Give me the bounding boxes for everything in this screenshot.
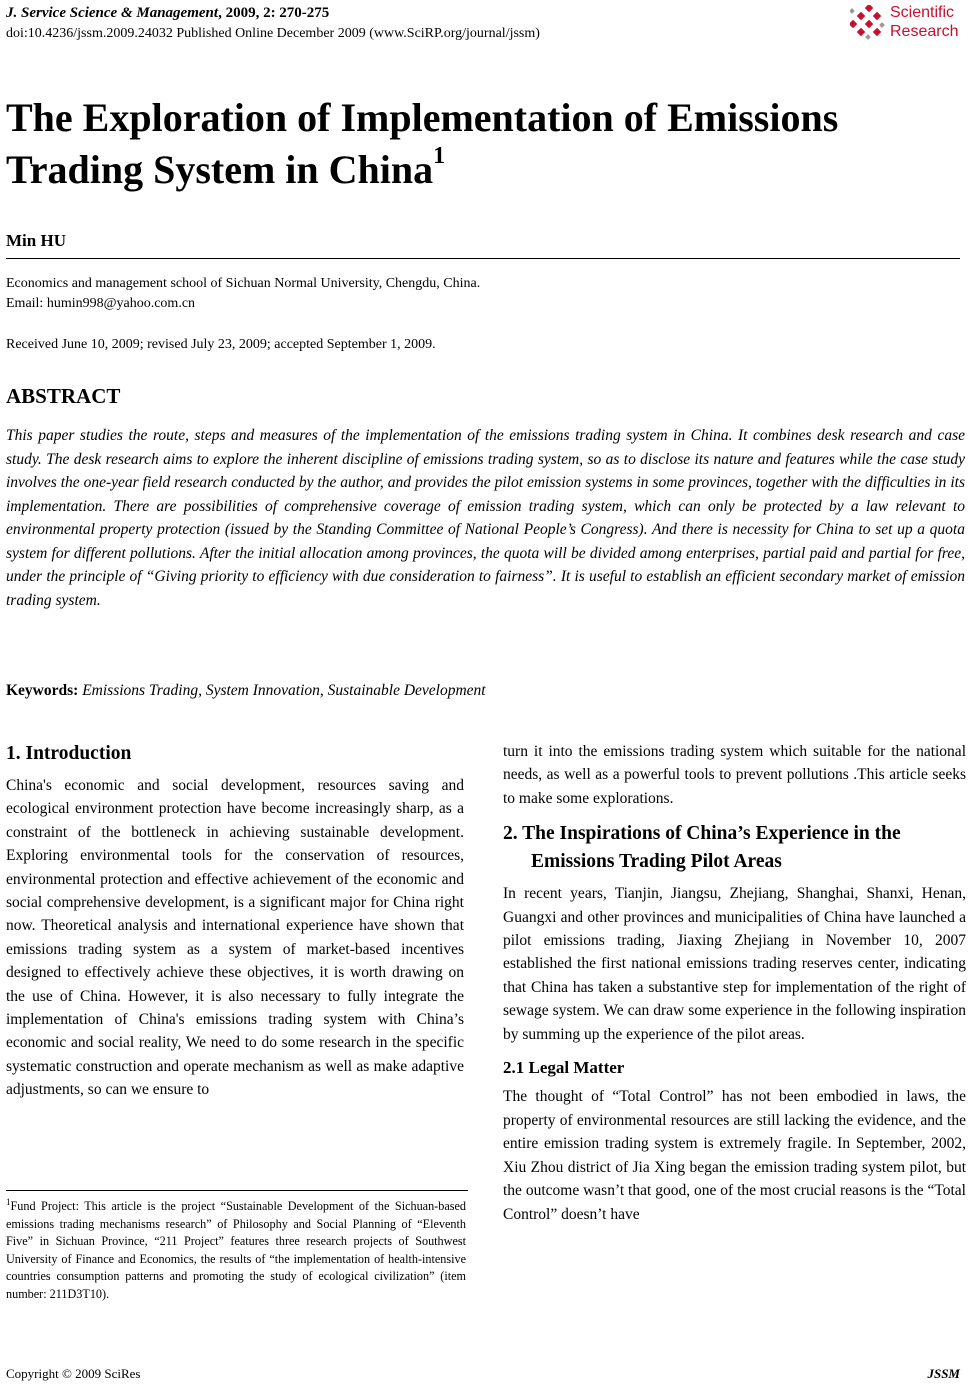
affiliation-block bbox=[6, 274, 480, 314]
journal-name: J. Service Science & Management bbox=[6, 5, 219, 21]
keywords-separator: : bbox=[73, 682, 83, 699]
doi-line: doi:10.4236/jssm.2009.24032 Published Online December 2009 (www.SciRP.org/journal/jssm) bbox=[6, 26, 540, 41]
keywords-label: Keywords bbox=[6, 682, 74, 699]
footnote-text: Fund Project: This article is the project “Sustainable Development of the Sichuan-based emissions trading mechanisms research” of Philosophy and Social Planning of “Eleventh Five” in Sichuan Province, “211 Project” features three research projects of Southwest University of Finance and Economics, the results of “the implementation of health-intensive countries consumption patterns and promoting the study of ecological civilization” (item number: 211D3T10). bbox=[6, 1199, 466, 1302]
subsection-2-1-paragraph: The thought of “Total Control” has not been embodied in laws, the property of environmental resources are still lacking the evidence, and the entire emission trading system is extremely fragile. In September, 2002, Xiu Zhou district of Jia Xing began the emission trading system pilot, but the outcome wasn’t that good, one of the most crucial reasons is the “Total Control” doesn’t have bbox=[503, 1088, 966, 1223]
section-2-paragraph: In recent years, Tianjin, Jiangsu, Zhejiang, Shanghai, Shanxi, Henan, Guangxi and other provinces and municipalities of China have launched a pilot emissions trading, Jiaxing Zhejiang in November 10, 2007 established the first national emissions trading reserves center, indicating that China has taken a substantive step for implementation of the right of sewage system. We can draw some experience in the following inspiration by summing up the experience of the pilot areas. bbox=[503, 885, 966, 1043]
abstract-heading: ABSTRACT bbox=[6, 384, 121, 408]
paper-title bbox=[6, 92, 956, 196]
affiliation: Economics and management school of Sichuan Normal University, Chengdu, China. bbox=[6, 276, 481, 291]
received-dates: Received June 10, 2009; revised July 23, 2009; accepted September 1, 2009. bbox=[6, 337, 436, 352]
logo-wordmark bbox=[890, 3, 958, 41]
copyright: Copyright © 2009 SciRes bbox=[6, 1366, 141, 1381]
journal-abbreviation: JSSM bbox=[927, 1366, 960, 1381]
header-divider bbox=[6, 258, 960, 259]
author-email: Email: humin998@yahoo.com.cn bbox=[6, 296, 196, 311]
footnote bbox=[6, 1194, 466, 1304]
publisher-logo bbox=[850, 3, 968, 43]
abstract-text: This paper studies the route, steps and measures of the implementation of the emissions trading system in China. It combines desk research and case study. The desk research aims to explore the inherent discipline of emissions trading system, so as to disclose its nature and features while the case study involves the one-year field research conducted by the author, and provides the pilot emission systems in some provinces, together with the difficulties in its implementation. There are possibilities of comprehensive coverage of emission trading system, which can only be protected by a law relevant to environmental property protection (issued by the Standing Committee of National People’s Congress). And there is necessity for China to set up a quota system for different pollutions. After the initial allocation among provinces, the quota will be divided among enterprises, partial paid and partial for free, under the principle of “Giving priority to efficiency with due consideration to fairness”. It is useful to establish an efficient secondary market of emission trading system. bbox=[6, 427, 965, 609]
logo-line-2: Research bbox=[890, 23, 959, 40]
journal-citation bbox=[6, 4, 329, 23]
paper-title-text: The Exploration of Implementation of Emissions Trading System in China bbox=[6, 95, 839, 192]
right-column bbox=[503, 740, 966, 1226]
keywords-list: Emissions Trading, System Innovation, Sustainable Development bbox=[82, 682, 486, 699]
keywords-line bbox=[6, 682, 486, 700]
author-name: Min HU bbox=[6, 231, 66, 250]
footnote-divider bbox=[6, 1190, 468, 1191]
logo-line-1: Scientific bbox=[890, 4, 955, 21]
footnote-mark: 1 bbox=[6, 1197, 11, 1207]
journal-volume-pages: , 2009, 2: 270-275 bbox=[218, 5, 330, 21]
section-2-heading: 2. The Inspirations of China’s Experience in the Emissions Trading Pilot Areas bbox=[503, 823, 901, 873]
section-1-heading: 1. Introduction bbox=[6, 743, 132, 764]
scientific-research-logo-icon bbox=[850, 5, 886, 41]
left-column bbox=[6, 740, 464, 1102]
title-footnote-mark: 1 bbox=[433, 143, 446, 169]
subsection-2-1-heading: 2.1 Legal Matter bbox=[503, 1058, 625, 1078]
section-1-paragraph: China's economic and social development, resources saving and ecological environment protection have become increasingly sharp, as a constraint of the bottleneck in achieving sustainable development. Exploring environmental tools for the conservation of resources, environmental protection and effective achievement of the economic and social comprehensive development, is a significant major for China right now. Theoretical analysis and international experience have shown that emissions trading system as a system of market-based incentives designed to effectively achieve these objectives, it is worth drawing on the use of China. However, it is also necessary to fully integrate the implementation of China's emissions trading system with China’s economic and social reality, We need to do some research in the specific systematic construction and operate mechanism as well as make adaptive adjustments, so can we ensure to bbox=[6, 777, 464, 1099]
section-1-paragraph-continued: turn it into the emissions trading system which suitable for the national needs, as well as a powerful tools to prevent pollutions .This article seeks to make some explorations. bbox=[503, 743, 966, 807]
